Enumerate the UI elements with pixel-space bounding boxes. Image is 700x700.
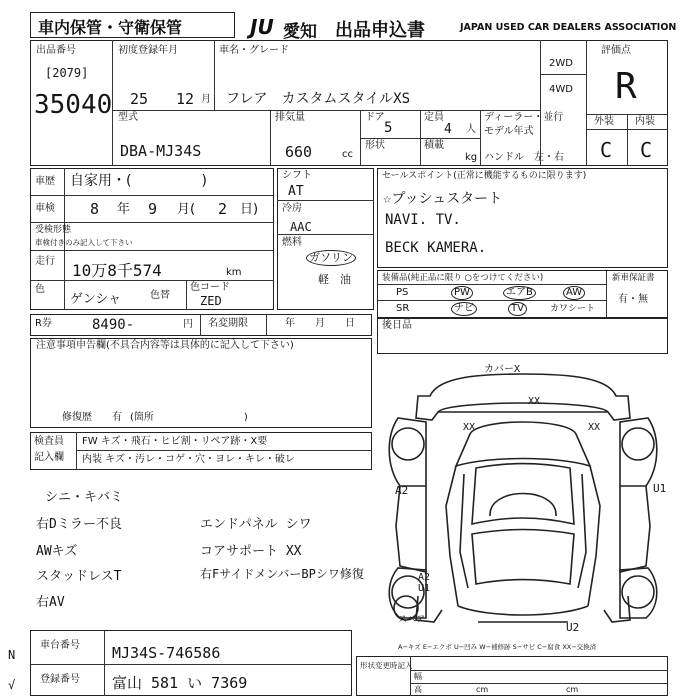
inspector-label-1: 検査員 [34, 436, 64, 447]
shape-label: 形状 [365, 140, 385, 151]
registration-month: 12 [176, 90, 195, 108]
color-value: ゲンシャ [70, 292, 122, 307]
equip-airbag: エアB [503, 286, 536, 300]
capacity-label: 定員 [424, 112, 444, 123]
repair-history-parts: (箇所 ) [130, 412, 248, 423]
chassis-number: MJ34S-746586 [112, 644, 221, 662]
divider [277, 234, 374, 235]
inspection-day: 2 [218, 200, 228, 218]
inspection-label: 車検 [35, 203, 55, 214]
equip-sr: SR [396, 303, 410, 314]
dimension-label: 形状変更時記入 [360, 661, 413, 670]
new-car-warranty-label: 新車保証書 [612, 273, 655, 283]
equip-pw: PW [451, 286, 473, 300]
inspector-label-2: 記入欄 [34, 452, 64, 463]
damage-a2-left: A2 [395, 484, 409, 497]
inspection-form-label: 受検形態 [35, 225, 72, 235]
ac-label: 冷房 [282, 203, 302, 214]
usage-value: 自家用・( ) [70, 173, 207, 189]
condition-note: スタッドレスT [36, 569, 122, 584]
recycle-unit: 円 [183, 319, 193, 330]
color-code-value: ZED [200, 294, 222, 308]
color-change-label: 色替 [150, 290, 170, 301]
divider [30, 195, 274, 196]
damage-xx: XX [528, 396, 541, 407]
door-value: 5 [384, 120, 393, 136]
divider [540, 40, 541, 166]
divider [480, 110, 481, 166]
fuel-light-oil: 軽 油 [318, 273, 351, 286]
form-title: 出品申込書 [335, 20, 425, 41]
divider [214, 40, 215, 110]
divider [266, 314, 267, 336]
name-change-date: 年 月 日 [285, 318, 355, 329]
mileage-label: 走行 [35, 256, 55, 267]
damage-xx: XX [463, 422, 476, 433]
repair-history-label: 修復歴 [62, 412, 92, 423]
condition-note: コアサポート XX [200, 544, 302, 559]
exterior-label: 外装 [594, 116, 614, 127]
model-type: DBA-MJ34S [120, 142, 202, 160]
divider [270, 110, 271, 166]
lot-number: 35040 [34, 90, 113, 120]
load-label: 積載 [424, 140, 444, 151]
dealer-label: ディーラー・並行 [484, 112, 564, 123]
inspection-month: 9 [148, 200, 158, 218]
divider [76, 450, 372, 451]
color-code-label: 色コード [190, 282, 230, 293]
equip-tv: TV [508, 302, 527, 316]
rear-items-box [377, 318, 668, 354]
mileage-value: 10万8千574 [72, 261, 162, 280]
divider [30, 664, 352, 665]
divider [104, 630, 105, 696]
warranty-options: 有・無 [618, 294, 648, 305]
ju-logo: JU [250, 15, 274, 39]
selling-point-1: ☆プッシュスタート [383, 191, 503, 207]
condition-note: シニ・キバミ [45, 490, 124, 505]
spare-label: スペア [398, 615, 426, 625]
load-unit: kg [465, 152, 478, 163]
divider [360, 138, 480, 139]
damage-u2-bottom: U2 [566, 621, 580, 634]
registration-month-unit: 月 [201, 94, 211, 105]
inspection-year: 8 [90, 200, 100, 218]
interior-label: 内装 [635, 116, 655, 127]
plate-number: 富山 581 い 7369 [112, 674, 248, 692]
displacement-label: 排気量 [275, 112, 305, 123]
condition-note: 右Dミラー不良 [36, 517, 122, 532]
notes-label: 注意事項申告欄(不具合内容等は具体的に記入して下さい) [36, 340, 294, 351]
divider [277, 200, 374, 201]
drive-4wd: 4WD [549, 84, 573, 95]
name-change-label: 名変期限 [208, 318, 248, 329]
inspector-row-1: FW キズ・飛石・ヒビ割・リペア跡・X要 [82, 436, 268, 447]
ac-value: AAC [290, 220, 312, 234]
plate-label: 登録番号 [40, 674, 80, 685]
divider [112, 110, 540, 111]
registration-year-label: 初度登録年月 [118, 45, 178, 56]
logo-region: 愛知 [283, 22, 317, 42]
equip-ps: PS [396, 287, 409, 298]
divider [410, 670, 668, 671]
recycle-value: 8490- [92, 317, 135, 333]
divider [30, 250, 274, 251]
condition-note: エンドパネル シワ [200, 517, 312, 532]
height-label: 高 [414, 685, 422, 694]
rear-items-label: 後日品 [382, 320, 412, 331]
inspection-year-unit: 年 [117, 202, 131, 217]
divider [586, 40, 587, 166]
lot-number-label: 出品番号 [36, 45, 76, 56]
mark-check: √ [8, 678, 16, 692]
door-label: ドア [365, 112, 385, 123]
condition-note: AWキズ [36, 544, 78, 559]
selling-point-2: NAVI. TV. [385, 212, 461, 228]
inspection-day-unit: 日) [240, 202, 259, 217]
inspection-form-note: 車検付きのみ記入して下さい [35, 238, 133, 247]
storage-stamp: 車内保管・守衛保管 [38, 18, 183, 37]
damage-a2-bottom: A2 [418, 572, 431, 583]
registration-year: 25 [130, 90, 149, 108]
handle-label: ハンドル 左・右 [484, 152, 564, 163]
interior-grade: C [640, 138, 653, 162]
color-label: 色 [35, 284, 45, 295]
selling-points-label: セールスポイント(正常に機能するものに限ります) [382, 171, 587, 181]
fuel-label: 燃料 [282, 237, 302, 248]
width-unit: cm [476, 685, 489, 694]
capacity-unit: 人 [466, 124, 476, 135]
divider [200, 314, 201, 336]
association-name: JAPAN USED CAR DEALERS ASSOCIATION [460, 22, 677, 33]
mileage-unit: km [226, 267, 242, 278]
selling-point-3: BECK KAMERA. [385, 240, 487, 256]
diagram-top-label: カバーX [484, 364, 521, 375]
vehicle-name: フレア カスタムスタイルXS [226, 91, 411, 107]
divider [540, 74, 586, 75]
usage-label: 車歴 [35, 176, 55, 187]
recycle-label: R券 [35, 318, 52, 329]
evaluation-score: R [615, 66, 637, 107]
mark-n: N [8, 648, 16, 662]
equipment-label: 装備品(純正品に限り ○をつけてください) [382, 273, 544, 283]
vehicle-name-label: 車名・グレード [219, 45, 289, 56]
divider [377, 284, 606, 285]
fuel-gasoline: ガソリン [306, 250, 356, 266]
displacement-unit: cc [342, 149, 353, 160]
repair-history-value: 有 [112, 412, 122, 423]
divider [377, 300, 606, 301]
lot-sub-number: [2079] [45, 66, 89, 80]
displacement-value: 660 [285, 143, 313, 161]
condition-note: 右FサイドメンバーBPシワ修復 [200, 567, 364, 581]
model-year-label: モデル年式 [484, 126, 534, 137]
damage-xx: XX [588, 422, 601, 433]
condition-note: 右AV [36, 595, 65, 610]
inspector-row-2: 内装 キズ・汚レ・コゲ・穴・ヨレ・キレ・破レ [82, 454, 295, 465]
divider [76, 432, 77, 470]
exterior-grade: C [600, 138, 613, 162]
width-label: 幅 [414, 672, 422, 681]
damage-legend: A−キズ E−エクボ U−凹み W−補修跡 S−サビ C−腐食 XX−交換済 [398, 643, 597, 651]
drive-2wd: 2WD [549, 58, 573, 69]
divider [30, 222, 274, 223]
evaluation-label: 評価点 [601, 45, 631, 56]
height-unit: cm [566, 685, 579, 694]
damage-u1-right: U1 [653, 482, 667, 495]
damage-u1-bottom: U1 [418, 583, 431, 594]
shift-value: AT [288, 184, 304, 199]
equip-navi: ナビ [451, 302, 477, 316]
capacity-value: 4 [444, 122, 452, 137]
equip-aw: AW [563, 286, 585, 300]
divider [627, 114, 628, 166]
shift-label: シフト [282, 170, 312, 181]
chassis-label: 車台番号 [40, 640, 80, 651]
divider [186, 280, 187, 310]
divider [410, 683, 668, 684]
inspection-month-unit: 月( [177, 202, 196, 217]
divider [606, 270, 607, 318]
equip-leather-seat: カワシート [550, 304, 596, 314]
model-type-label: 型式 [118, 112, 138, 123]
car-damage-diagram [378, 356, 668, 656]
